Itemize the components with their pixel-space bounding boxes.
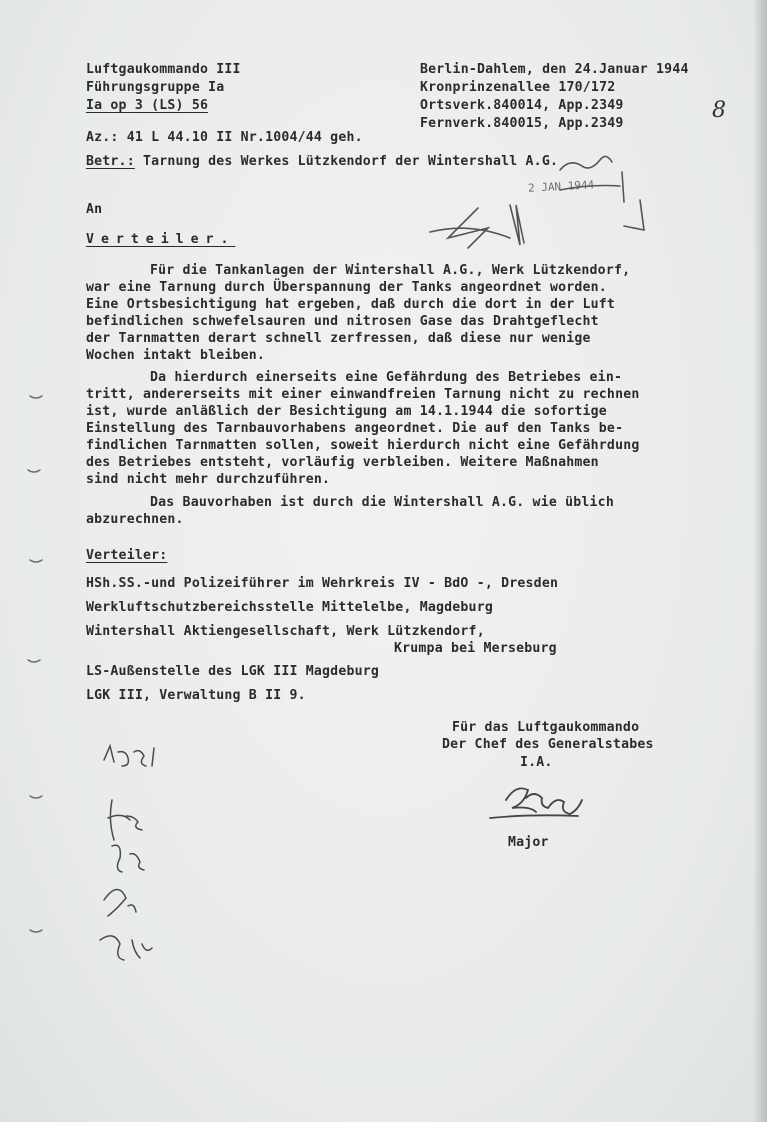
- body-p3-line: abzurechnen.: [86, 512, 184, 527]
- distribution-item: Werkluftschutzbereichsstelle Mittelelbe, Magdeburg: [86, 600, 493, 615]
- subject-text: Tarnung des Werkes Lützkendorf der Wintershall A.G.: [134, 154, 559, 169]
- body-p2-line: ist, wurde anläßlich der Besichtigung am 14.1.1944 die sofortige: [86, 404, 607, 419]
- received-date-stamp: 2 JAN 1944: [527, 178, 595, 195]
- distribution-item: HSh.SS.-und Polizeiführer im Wehrkreis IV - BdO -, Dresden: [86, 576, 559, 591]
- sender-unit: Luftgaukommando III: [86, 62, 241, 77]
- body-p2-line: sind nicht mehr durchzuführen.: [86, 472, 331, 487]
- address: Kronprinzenallee 170/172: [420, 80, 616, 95]
- body-p2-line: Da hierdurch einerseits eine Gefährdung des Betriebes ein-: [150, 370, 623, 385]
- distribution-item: LGK III, Verwaltung B II 9.: [86, 688, 306, 703]
- body-p1-line: Eine Ortsbesichtigung hat ergeben, daß durch die dort in der Luft: [86, 297, 616, 312]
- body-p2-line: des Betriebes entsteht, vorläufig verbleiben. Weitere Maßnahmen: [86, 455, 599, 470]
- handwritten-initials-stamp: [430, 156, 644, 248]
- distribution-item: LS-Außenstelle des LGK III Magdeburg: [86, 664, 380, 679]
- body-p2-line: tritt, andererseits mit einer einwandfreien Tarnung nicht zu rechnen: [86, 387, 640, 402]
- body-p1-line: war eine Tarnung durch Überspannung der Tanks angeordnet worden.: [86, 280, 607, 295]
- page-number: 8: [712, 98, 726, 123]
- body-p1-line: der Tarnmatten derart schnell zerfressen, daß diese nur wenige: [86, 331, 591, 346]
- body-p2-line: Einstellung des Tarnbauvorhabens angeordnet. Die auf den Tanks be-: [86, 421, 624, 436]
- distribution-item-cont: Krumpa bei Merseburg: [394, 641, 557, 656]
- distribution-item: Wintershall Aktiengesellschaft, Werk Lützkendorf,: [86, 624, 485, 639]
- page-edge-shadow: [753, 0, 767, 1122]
- body-p1-line: Wochen intakt bleiben.: [86, 348, 266, 363]
- subject-label: Betr.:: [86, 154, 135, 169]
- margin-ticks: [28, 396, 42, 932]
- handwritten-initials-left: [100, 746, 154, 960]
- signature-rank: Major: [508, 835, 549, 850]
- body-p2-line: findlichen Tarnmatten sollen, soweit hierdurch nicht eine Gefährdung: [86, 438, 640, 453]
- sender-file-code: Ia op 3 (LS) 56: [86, 98, 209, 113]
- addressee-verteiler: Verteiler.: [86, 232, 236, 247]
- handwritten-signature: [490, 788, 582, 818]
- body-p3-line: Das Bauvorhaben ist durch die Wintershall A.G. wie üblich: [150, 495, 614, 510]
- local-phone: Ortsverk.840014, App.2349: [420, 98, 624, 113]
- signature-line-1: Für das Luftgaukommando: [452, 720, 640, 735]
- reference-number: Az.: 41 L 44.10 II Nr.1004/44 geh.: [86, 130, 363, 145]
- body-p1-line: Für die Tankanlagen der Wintershall A.G., Werk Lützkendorf,: [150, 263, 631, 278]
- long-distance-phone: Fernverk.840015, App.2349: [420, 116, 624, 131]
- place-date: Berlin-Dahlem, den 24.Januar 1944: [420, 62, 689, 77]
- body-p1-line: befindlichen schwefelsauren und nitrosen Gase das Drahtgeflecht: [86, 314, 599, 329]
- signature-line-2: Der Chef des Generalstabes: [442, 737, 654, 752]
- signature-ia: I.A.: [520, 755, 553, 770]
- sender-group: Führungsgruppe Ia: [86, 80, 225, 95]
- addressee-an: An: [86, 202, 103, 217]
- distribution-title: Verteiler:: [86, 548, 168, 563]
